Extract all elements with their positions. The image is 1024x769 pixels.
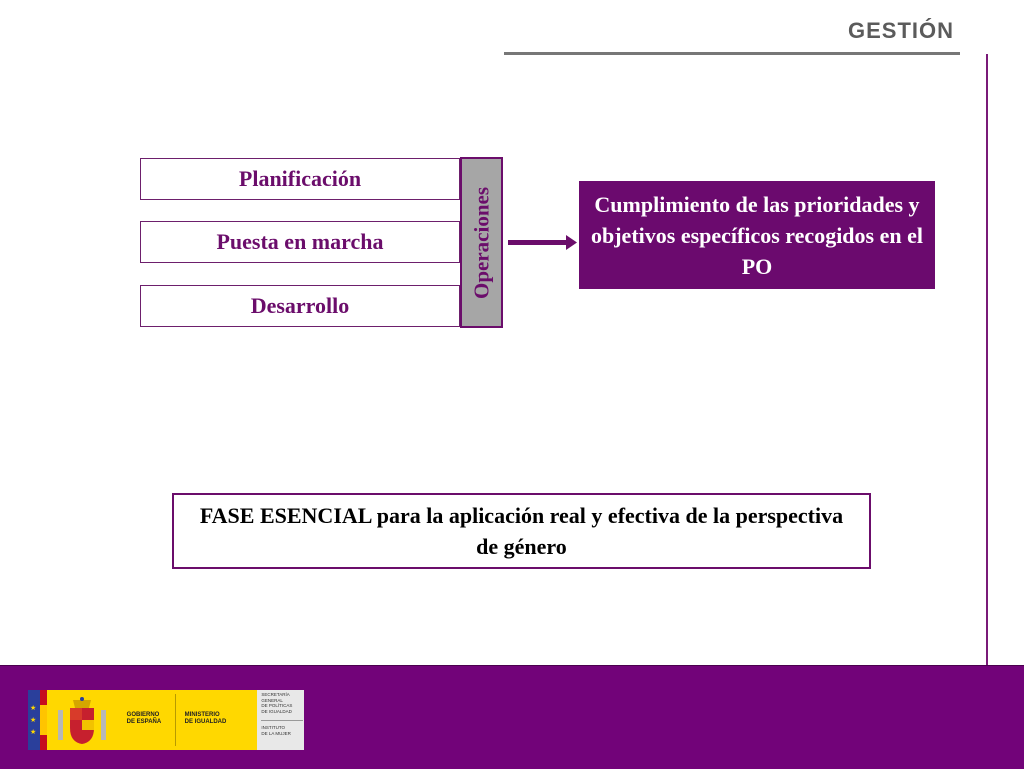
operations-label: Operaciones <box>469 186 493 299</box>
header-divider <box>504 52 960 55</box>
footer-bar <box>0 665 1024 769</box>
note-box: FASE ESENCIAL para la aplicación real y efectiva de la perspectiva de género <box>172 493 871 569</box>
phase-box-puesta-en-marcha: Puesta en marcha <box>140 221 460 263</box>
result-box: Cumplimiento de las prioridades y objetivos específicos recogidos en el PO <box>579 181 935 289</box>
coat-of-arms-icon <box>53 696 111 746</box>
instituto-label: INSTITUTO DE LA MUJER <box>261 725 291 736</box>
phase-box-desarrollo: Desarrollo <box>140 285 460 327</box>
gobierno-label: GOBIERNO DE ESPAÑA <box>126 712 162 725</box>
operations-bar <box>460 157 503 328</box>
phase-box-planificacion: Planificación <box>140 158 460 200</box>
eu-flag-icon: ★ ★ ★ <box>28 690 47 750</box>
right-arrow-icon <box>508 234 578 252</box>
page-title: GESTIÓN <box>847 18 954 43</box>
government-logo <box>28 690 304 750</box>
side-divider <box>986 54 988 666</box>
ministerio-label: MINISTERIO DE IGUALDAD <box>184 712 227 725</box>
secretaria-label: SECRETARÍA GENERAL DE POLÍTICAS DE IGUALDAD <box>261 692 293 714</box>
